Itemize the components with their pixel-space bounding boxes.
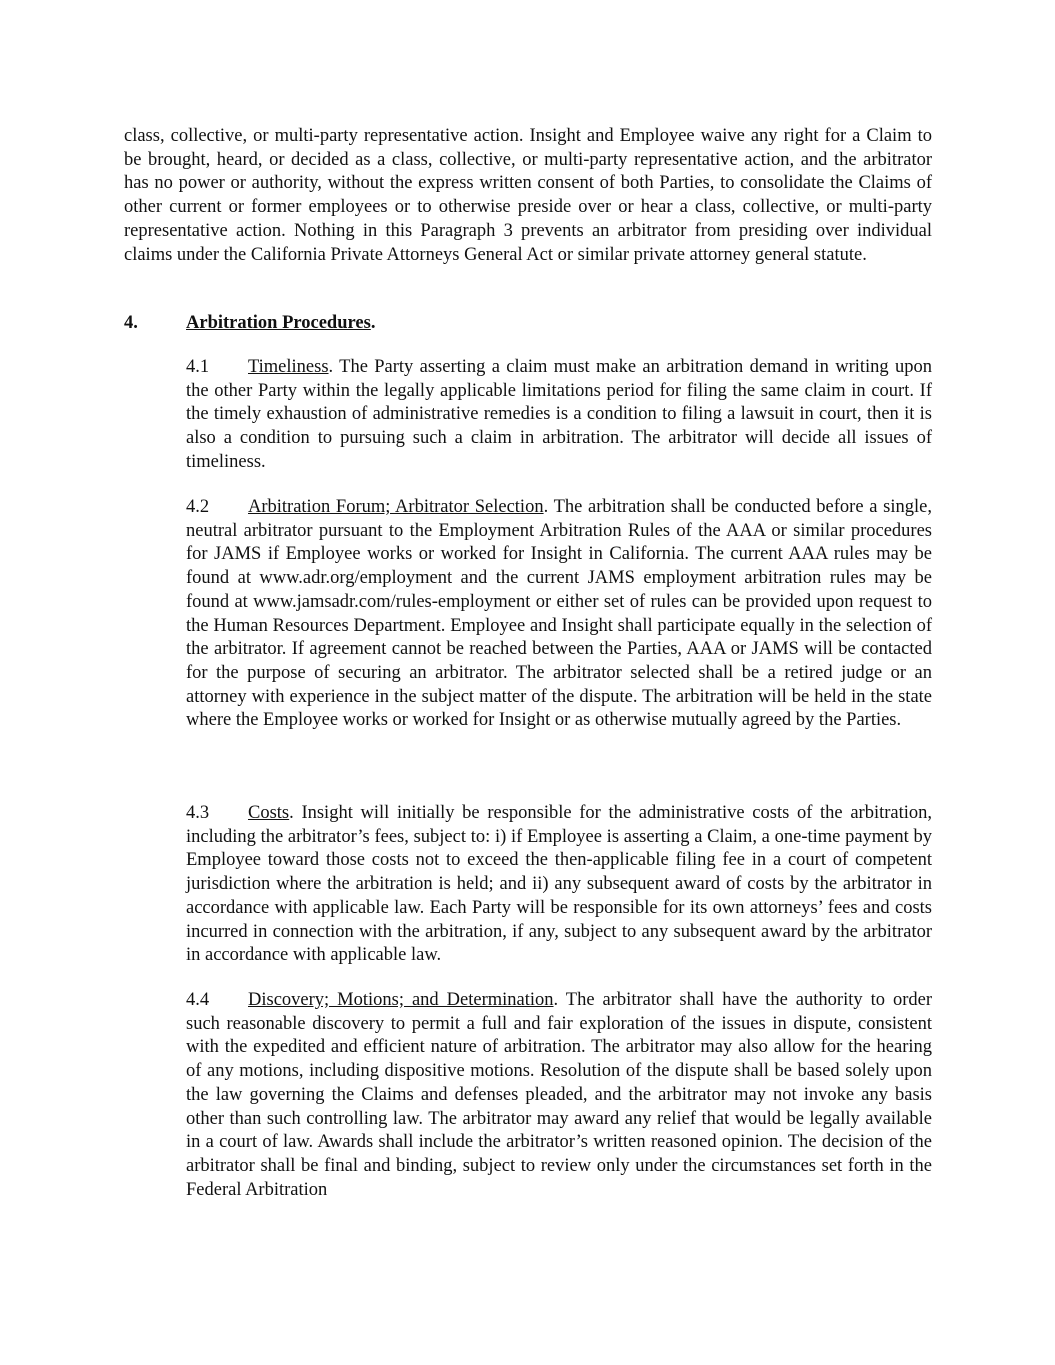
- subsection-4-3: [186, 802, 932, 968]
- subsection-number: 4.3: [186, 803, 210, 823]
- subsection-body: . The arbitrator shall have the authority to order such reasonable discovery to permit a full and fair exploration of the issues in dispute, consistent with the expedited and efficient nature of arbitration. The arbitrator may also allow for the hearing of any motions, including dispositive motions. Resolution of the dispute shall be based solely upon the law governing the Claims and defenses pleaded, and the arbitrator may not invoke any basis other than such controlling law. The arbitrator may award any relief that would be legally available in a court of law. Awards shall include the arbitrator’s written reasoned opinion. The decision of the arbitrator shall be final and binding, subject to review only under the circumstances set forth in the Federal Arbitration: [186, 990, 932, 1200]
- subsection-title: Costs: [248, 803, 290, 823]
- section-4-title: Arbitration Procedures: [186, 313, 371, 333]
- subsection-body: . Insight will initially be responsible for the administrative costs of the arbitration, including the arbitrator’s fees, subject to: i) if Employee is asserting a Claim, a one-time payment by Employee toward those costs not to exceed the then-applicable filing fee in a court of competent jurisdiction where the arbitration is held; and ii) any subsequent award of costs by the arbitrator in accordance with applicable law. Each Party will be responsible for its own attorneys’ fees and costs incurred in connection with the arbitration, if any, subject to any subsequent award by the arbitrator in accordance with applicable law.: [186, 803, 932, 966]
- subsection-number: 4.2: [186, 497, 210, 517]
- subsection-4-2: [186, 496, 932, 733]
- subsection-number: 4.4: [186, 990, 210, 1010]
- subsection-4-4: [186, 989, 932, 1202]
- subsection-4-1: [186, 356, 932, 475]
- subsection-number: 4.1: [186, 357, 210, 377]
- subsection-body: . The Party asserting a claim must make an arbitration demand in writing upon the other Party within the legally applicable limitations period for filing the same claim in court. If the timely exhaustion of administrative remedies is a condition to filing a lawsuit in court, then it is also a condition to pursuing such a claim in arbitration. The arbitrator will decide all issues of timeliness.: [186, 357, 932, 472]
- subsection-title: Timeliness: [248, 357, 329, 377]
- section-4-number: 4.: [124, 313, 138, 333]
- section-4-heading: [124, 312, 375, 336]
- intro-paragraph: class, collective, or multi-party representative action. Insight and Employee waive any right for a Claim to be brought, heard, or decided as a class, collective, or multi-party representative action, and the arbitrator has no power or authority, without the express written consent of both Parties, to consolidate the Claims of other current or former employees or to otherwise preside over or hear a class, collective, or multi-party representative action. Nothing in this Paragraph 3 prevents an arbitrator from presiding over individual claims under the California Private Attorneys General Act or similar private attorney general statute.: [124, 126, 932, 265]
- subsection-title: Arbitration Forum; Arbitrator Selection: [248, 497, 544, 517]
- section-4-title-suffix: .: [370, 313, 376, 333]
- subsection-title: Discovery; Motions; and Determination: [248, 990, 554, 1010]
- subsection-body: . The arbitration shall be conducted before a single, neutral arbitrator pursuant to the Employment Arbitration Rules of the AAA or similar procedures for JAMS if Employee works or worked for Insight in California. The current AAA rules may be found at www.adr.org/employment and the current JAMS employment arbitration rules may be found at www.jamsadr.com/rules-employment or either set of rules can be provided upon request to the Human Resources Department. Employee and Insight shall participate equally in the selection of the arbitrator. If agreement cannot be reached between the Parties, AAA or JAMS will be contacted for the purpose of securing an arbitrator. The arbitrator selected shall be a retired judge or an attorney with experience in the subject matter of the dispute. The arbitration will be held in the state where the Employee works or worked for Insight or as otherwise mutually agreed by the Parties.: [186, 497, 932, 731]
